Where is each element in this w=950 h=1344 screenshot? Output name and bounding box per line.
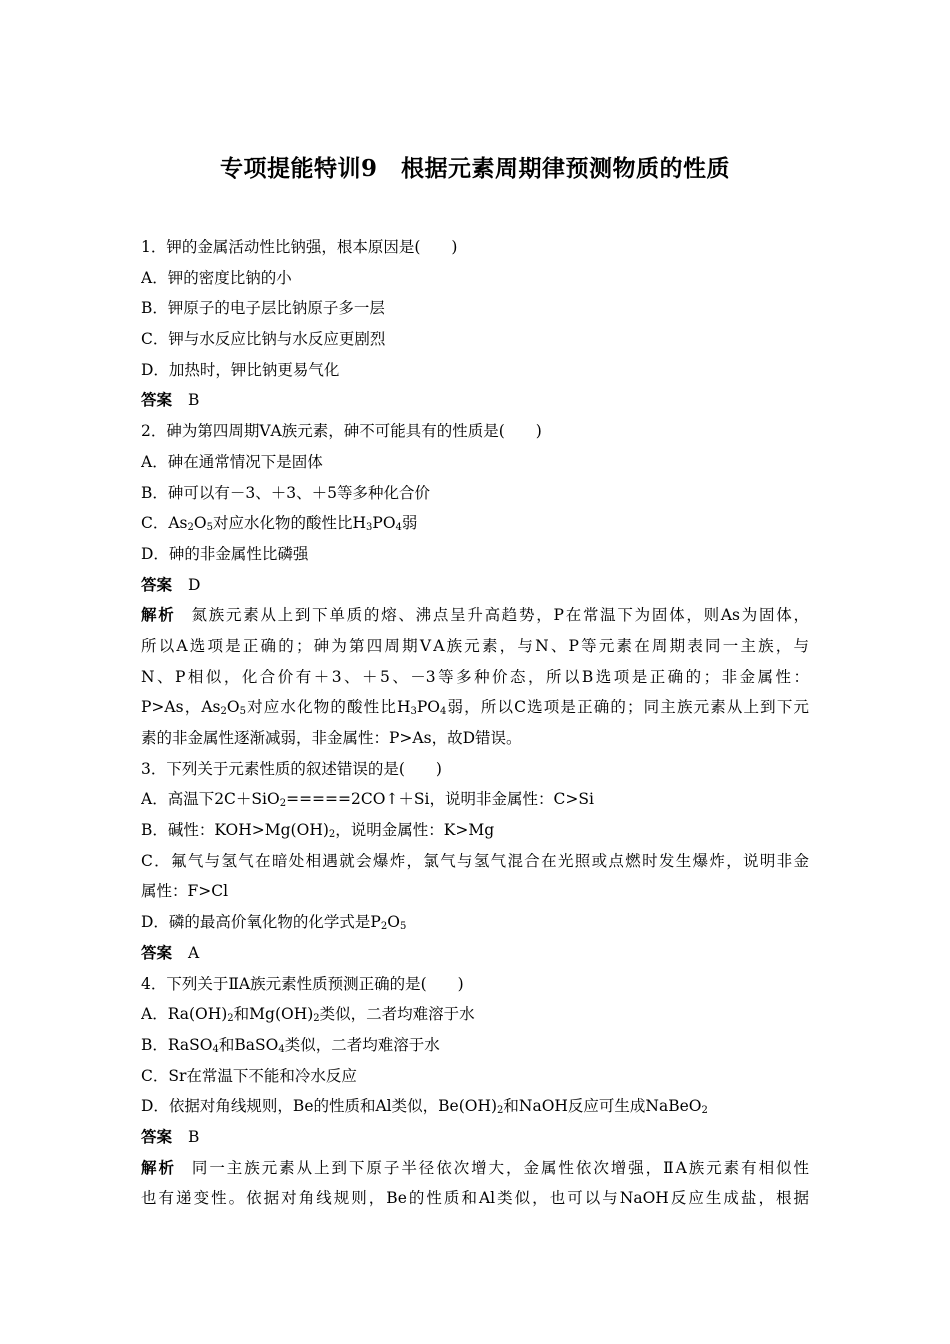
q4-b-text: B．RaSO (141, 1035, 213, 1054)
q4-a-text: 类似，二者均难溶于水 (319, 1005, 475, 1024)
subscript: 5 (239, 706, 246, 718)
q2-c-text: C．As (141, 514, 188, 533)
subscript: 4 (278, 1043, 285, 1055)
q4-option-b (141, 1030, 809, 1061)
q3-d-text: O (387, 913, 400, 932)
q2-answer: D (188, 575, 201, 594)
q4-d-text: D．依据对角线规则，Be的性质和Al类似，Be(OH) (141, 1097, 498, 1116)
q2-analysis-line-2: 所以A选项是正确的；砷为第四周期ⅤA族元素，与N、P等元素在周期表同一主族，与 (141, 636, 809, 655)
q4-answer-line (141, 1122, 809, 1153)
q3-d-text: D．磷的最高价氧化物的化学式是P (141, 913, 381, 932)
q3-option-d (141, 907, 809, 938)
q3-answer-line (141, 938, 809, 969)
q1-stem: 1．钾的金属活动性比钠强，根本原因是( ) (141, 238, 458, 256)
q2-answer-line (141, 570, 809, 601)
q2-c-text: PO (372, 514, 396, 533)
q4-b-text: 类似，二者均难溶于水 (284, 1035, 440, 1054)
subscript: 3 (366, 522, 373, 534)
q3-b-text: ，说明金属性：K>Mg (335, 821, 495, 840)
q3-b-text: B．碱性：KOH>Mg(OH) (141, 821, 329, 840)
q2-analysis-line-3: N、P相似，化合价有＋3、＋5、－3等多种价态，所以B选项是正确的；非金属性： (141, 667, 809, 686)
q1-answer-line (141, 385, 809, 416)
subscript: 2 (279, 798, 287, 810)
subscript: 2 (220, 706, 227, 718)
q2-stem: 2．砷为第四周期ⅤA族元素，砷不可能具有的性质是( ) (141, 422, 542, 441)
q1-option-b: B．钾原子的电子层比钠原子多一层 (141, 299, 385, 318)
analysis-label: 解析 (141, 605, 176, 625)
q3-answer: A (188, 943, 200, 962)
subscript: 2 (380, 921, 388, 933)
q2-option-c (141, 508, 809, 539)
subscript: 2 (328, 829, 336, 841)
q1-option-d: D．加热时，钾比钠更易气化 (141, 360, 340, 379)
q4-stem: 4．下列关于ⅡA族元素性质预测正确的是( ) (141, 974, 464, 993)
subscript: 5 (206, 522, 213, 534)
subscript: 3 (410, 706, 417, 718)
q4-a-text: 和Mg(OH) (233, 1005, 314, 1024)
q4-d-text: 和NaOH反应可生成NaBeO (503, 1097, 702, 1116)
q3-option-a (141, 784, 809, 815)
subscript: 5 (399, 921, 407, 933)
q4-option-c: C．Sr在常温下不能和冷水反应 (141, 1066, 357, 1085)
analysis-text: 对应水化物的酸性比H (245, 698, 411, 717)
answer-label: 答案 (141, 942, 173, 962)
q3-option-c-line-2: 属性：F>Cl (141, 882, 229, 901)
q4-b-text: 和BaSO (218, 1035, 279, 1054)
analysis-text: 弱，所以C选项是正确的；同主族元素从上到下元 (446, 698, 809, 717)
analysis-text: O (226, 698, 240, 717)
q3-stem: 3．下列关于元素性质的叙述错误的是( ) (141, 759, 442, 778)
subscript: 4 (212, 1043, 219, 1055)
q1-option-a: A．钾的密度比钠的小 (141, 268, 292, 287)
q3-a-text: A．高温下2C＋SiO (141, 790, 280, 809)
answer-label: 答案 (141, 574, 173, 594)
analysis-text: PO (416, 698, 440, 717)
q4-analysis-line-2: 也有递变性。依据对角线规则，Be的性质和Al类似，也可以与NaOH反应生成盐，根据 (141, 1189, 809, 1208)
answer-label: 答案 (141, 390, 173, 410)
subscript: 4 (395, 522, 402, 534)
q3-option-c-line-1: C．氟气与氢气在暗处相遇就会爆炸，氯气与氢气混合在光照或点燃时发生爆炸，说明非金 (141, 851, 809, 870)
q4-answer: B (188, 1127, 200, 1146)
subscript: 2 (497, 1105, 504, 1117)
subscript: 2 (701, 1105, 708, 1117)
analysis-text: 同一主族元素从上到下原子半径依次增大，金属性依次增强，ⅡA族元素有相似性 (191, 1158, 809, 1177)
analysis-label: 解析 (141, 1157, 176, 1177)
answer-label: 答案 (141, 1126, 173, 1146)
q2-c-text: 对应水化物的酸性比H (212, 514, 367, 533)
q2-analysis-line-1 (141, 600, 809, 631)
subscript: 2 (227, 1013, 234, 1025)
q2-option-b: B．砷可以有－3、＋3、＋5等多种化合价 (141, 483, 430, 502)
q2-option-d: D．砷的非金属性比磷强 (141, 544, 309, 563)
q1-answer: B (188, 391, 200, 410)
q4-a-text: A．Ra(OH) (141, 1005, 228, 1024)
q2-analysis-line-5: 素的非金属性逐渐减弱，非金属性：P>As，故D错误。 (141, 729, 522, 747)
q3-option-b (141, 815, 809, 846)
q2-option-a: A．砷在通常情况下是固体 (141, 452, 323, 471)
q3-a-text: =====2CO↑＋Si，说明非金属性：C>Si (286, 790, 594, 809)
subscript: 4 (440, 706, 447, 718)
q4-analysis-line-1 (141, 1153, 809, 1184)
subscript: 2 (187, 522, 194, 534)
q1-option-c: C．钾与水反应比钠与水反应更剧烈 (141, 330, 386, 349)
q2-c-text: 弱 (401, 514, 418, 533)
page-title: 专项提能特训9 根据元素周期律预测物质的性质 (219, 155, 730, 182)
q2-c-text: O (193, 514, 207, 533)
q4-option-d (141, 1091, 809, 1122)
analysis-text: 氮族元素从上到下单质的熔、沸点呈升高趋势，P在常温下为固体，则As为固体， (191, 606, 809, 625)
q2-analysis-line-4 (141, 692, 809, 723)
q4-option-a (141, 999, 809, 1030)
analysis-text: P>As，As (141, 698, 221, 717)
subscript: 2 (313, 1013, 320, 1025)
document-body (141, 232, 809, 1214)
